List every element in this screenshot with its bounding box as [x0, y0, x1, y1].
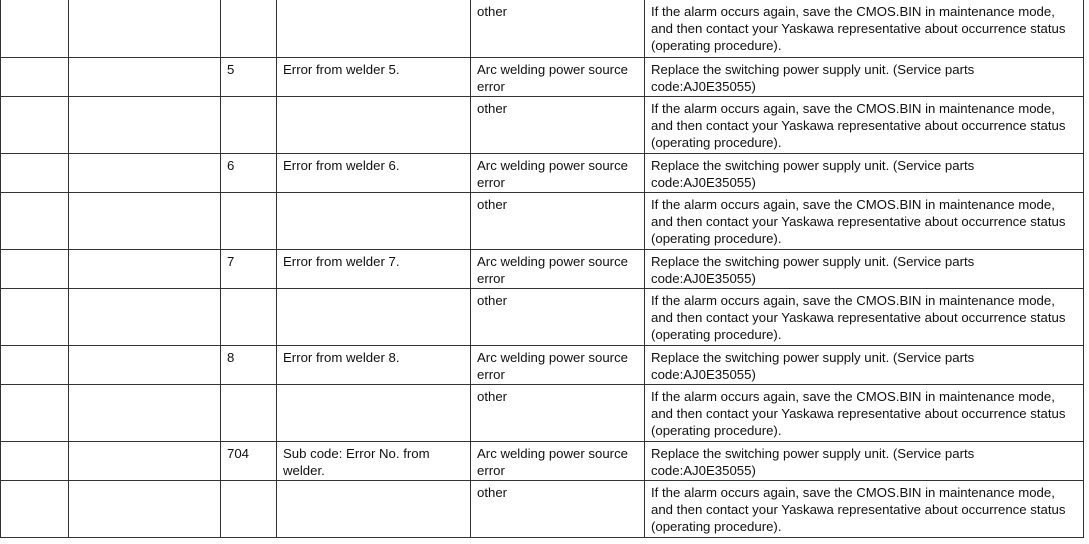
table-row: [1, 58, 1084, 97]
description-cell: [277, 481, 471, 538]
alarm-number-cell: [1, 385, 69, 442]
alarm-number-cell: [1, 442, 69, 481]
sub-code-cell: 7: [221, 250, 277, 289]
alarm-number-cell: [1, 289, 69, 346]
table-row: [1, 385, 1084, 442]
table-row: [1, 97, 1084, 154]
cause-cell: other: [471, 289, 645, 346]
remedy-cell: If the alarm occurs again, save the CMOS.BIN in maintenance mode, and then contact your Yaskawa representative about occurrence status (operating procedure).: [645, 97, 1084, 154]
alarm-name-cell: [69, 481, 221, 538]
table-row: [1, 154, 1084, 193]
table-row: [1, 250, 1084, 289]
remedy-cell: If the alarm occurs again, save the CMOS.BIN in maintenance mode, and then contact your Yaskawa representative about occurrence status (operating procedure).: [645, 385, 1084, 442]
cause-cell: other: [471, 193, 645, 250]
table-row: [1, 442, 1084, 481]
remedy-cell: If the alarm occurs again, save the CMOS.BIN in maintenance mode, and then contact your Yaskawa representative about occurrence status (operating procedure).: [645, 0, 1084, 58]
alarm-number-cell: [1, 346, 69, 385]
alarm-name-cell: [69, 58, 221, 97]
cause-cell: Arc welding power source error: [471, 442, 645, 481]
alarm-name-cell: [69, 346, 221, 385]
remedy-cell: Replace the switching power supply unit. (Service parts code:AJ0E35055): [645, 346, 1084, 385]
alarm-name-cell: [69, 154, 221, 193]
description-cell: Error from welder 8.: [277, 346, 471, 385]
sub-code-cell: 704: [221, 442, 277, 481]
sub-code-cell: [221, 97, 277, 154]
description-cell: [277, 0, 471, 58]
alarm-name-cell: [69, 385, 221, 442]
sub-code-cell: [221, 481, 277, 538]
alarm-name-cell: [69, 0, 221, 58]
alarm-number-cell: [1, 97, 69, 154]
remedy-cell: If the alarm occurs again, save the CMOS.BIN in maintenance mode, and then contact your Yaskawa representative about occurrence status (operating procedure).: [645, 481, 1084, 538]
description-cell: Error from welder 5.: [277, 58, 471, 97]
description-cell: Error from welder 7.: [277, 250, 471, 289]
remedy-cell: Replace the switching power supply unit. (Service parts code:AJ0E35055): [645, 442, 1084, 481]
description-cell: [277, 385, 471, 442]
alarm-name-cell: [69, 442, 221, 481]
alarm-number-cell: [1, 154, 69, 193]
remedy-cell: If the alarm occurs again, save the CMOS.BIN in maintenance mode, and then contact your Yaskawa representative about occurrence status (operating procedure).: [645, 289, 1084, 346]
sub-code-cell: [221, 193, 277, 250]
sub-code-cell: [221, 289, 277, 346]
cause-cell: Arc welding power source error: [471, 250, 645, 289]
sub-code-cell: 6: [221, 154, 277, 193]
remedy-cell: Replace the switching power supply unit. (Service parts code:AJ0E35055): [645, 250, 1084, 289]
alarm-name-cell: [69, 193, 221, 250]
alarm-number-cell: [1, 58, 69, 97]
alarm-number-cell: [1, 0, 69, 58]
cause-cell: Arc welding power source error: [471, 154, 645, 193]
remedy-cell: Replace the switching power supply unit. (Service parts code:AJ0E35055): [645, 58, 1084, 97]
cause-cell: other: [471, 97, 645, 154]
table-row: [1, 0, 1084, 58]
description-cell: [277, 289, 471, 346]
alarm-name-cell: [69, 97, 221, 154]
cause-cell: other: [471, 0, 645, 58]
description-cell: [277, 97, 471, 154]
sub-code-cell: 8: [221, 346, 277, 385]
alarm-number-cell: [1, 193, 69, 250]
table-row: [1, 289, 1084, 346]
table-row: [1, 481, 1084, 538]
sub-code-cell: [221, 385, 277, 442]
cause-cell: Arc welding power source error: [471, 346, 645, 385]
table-row: [1, 346, 1084, 385]
cause-cell: other: [471, 385, 645, 442]
description-cell: [277, 193, 471, 250]
remedy-cell: Replace the switching power supply unit. (Service parts code:AJ0E35055): [645, 154, 1084, 193]
alarm-name-cell: [69, 250, 221, 289]
alarm-name-cell: [69, 289, 221, 346]
sub-code-cell: [221, 0, 277, 58]
cause-cell: Arc welding power source error: [471, 58, 645, 97]
sub-code-cell: 5: [221, 58, 277, 97]
remedy-cell: If the alarm occurs again, save the CMOS.BIN in maintenance mode, and then contact your Yaskawa representative about occurrence status (operating procedure).: [645, 193, 1084, 250]
description-cell: Error from welder 6.: [277, 154, 471, 193]
cause-cell: other: [471, 481, 645, 538]
alarm-number-cell: [1, 481, 69, 538]
table-row: [1, 193, 1084, 250]
description-cell: Sub code: Error No. from welder.: [277, 442, 471, 481]
alarm-number-cell: [1, 250, 69, 289]
